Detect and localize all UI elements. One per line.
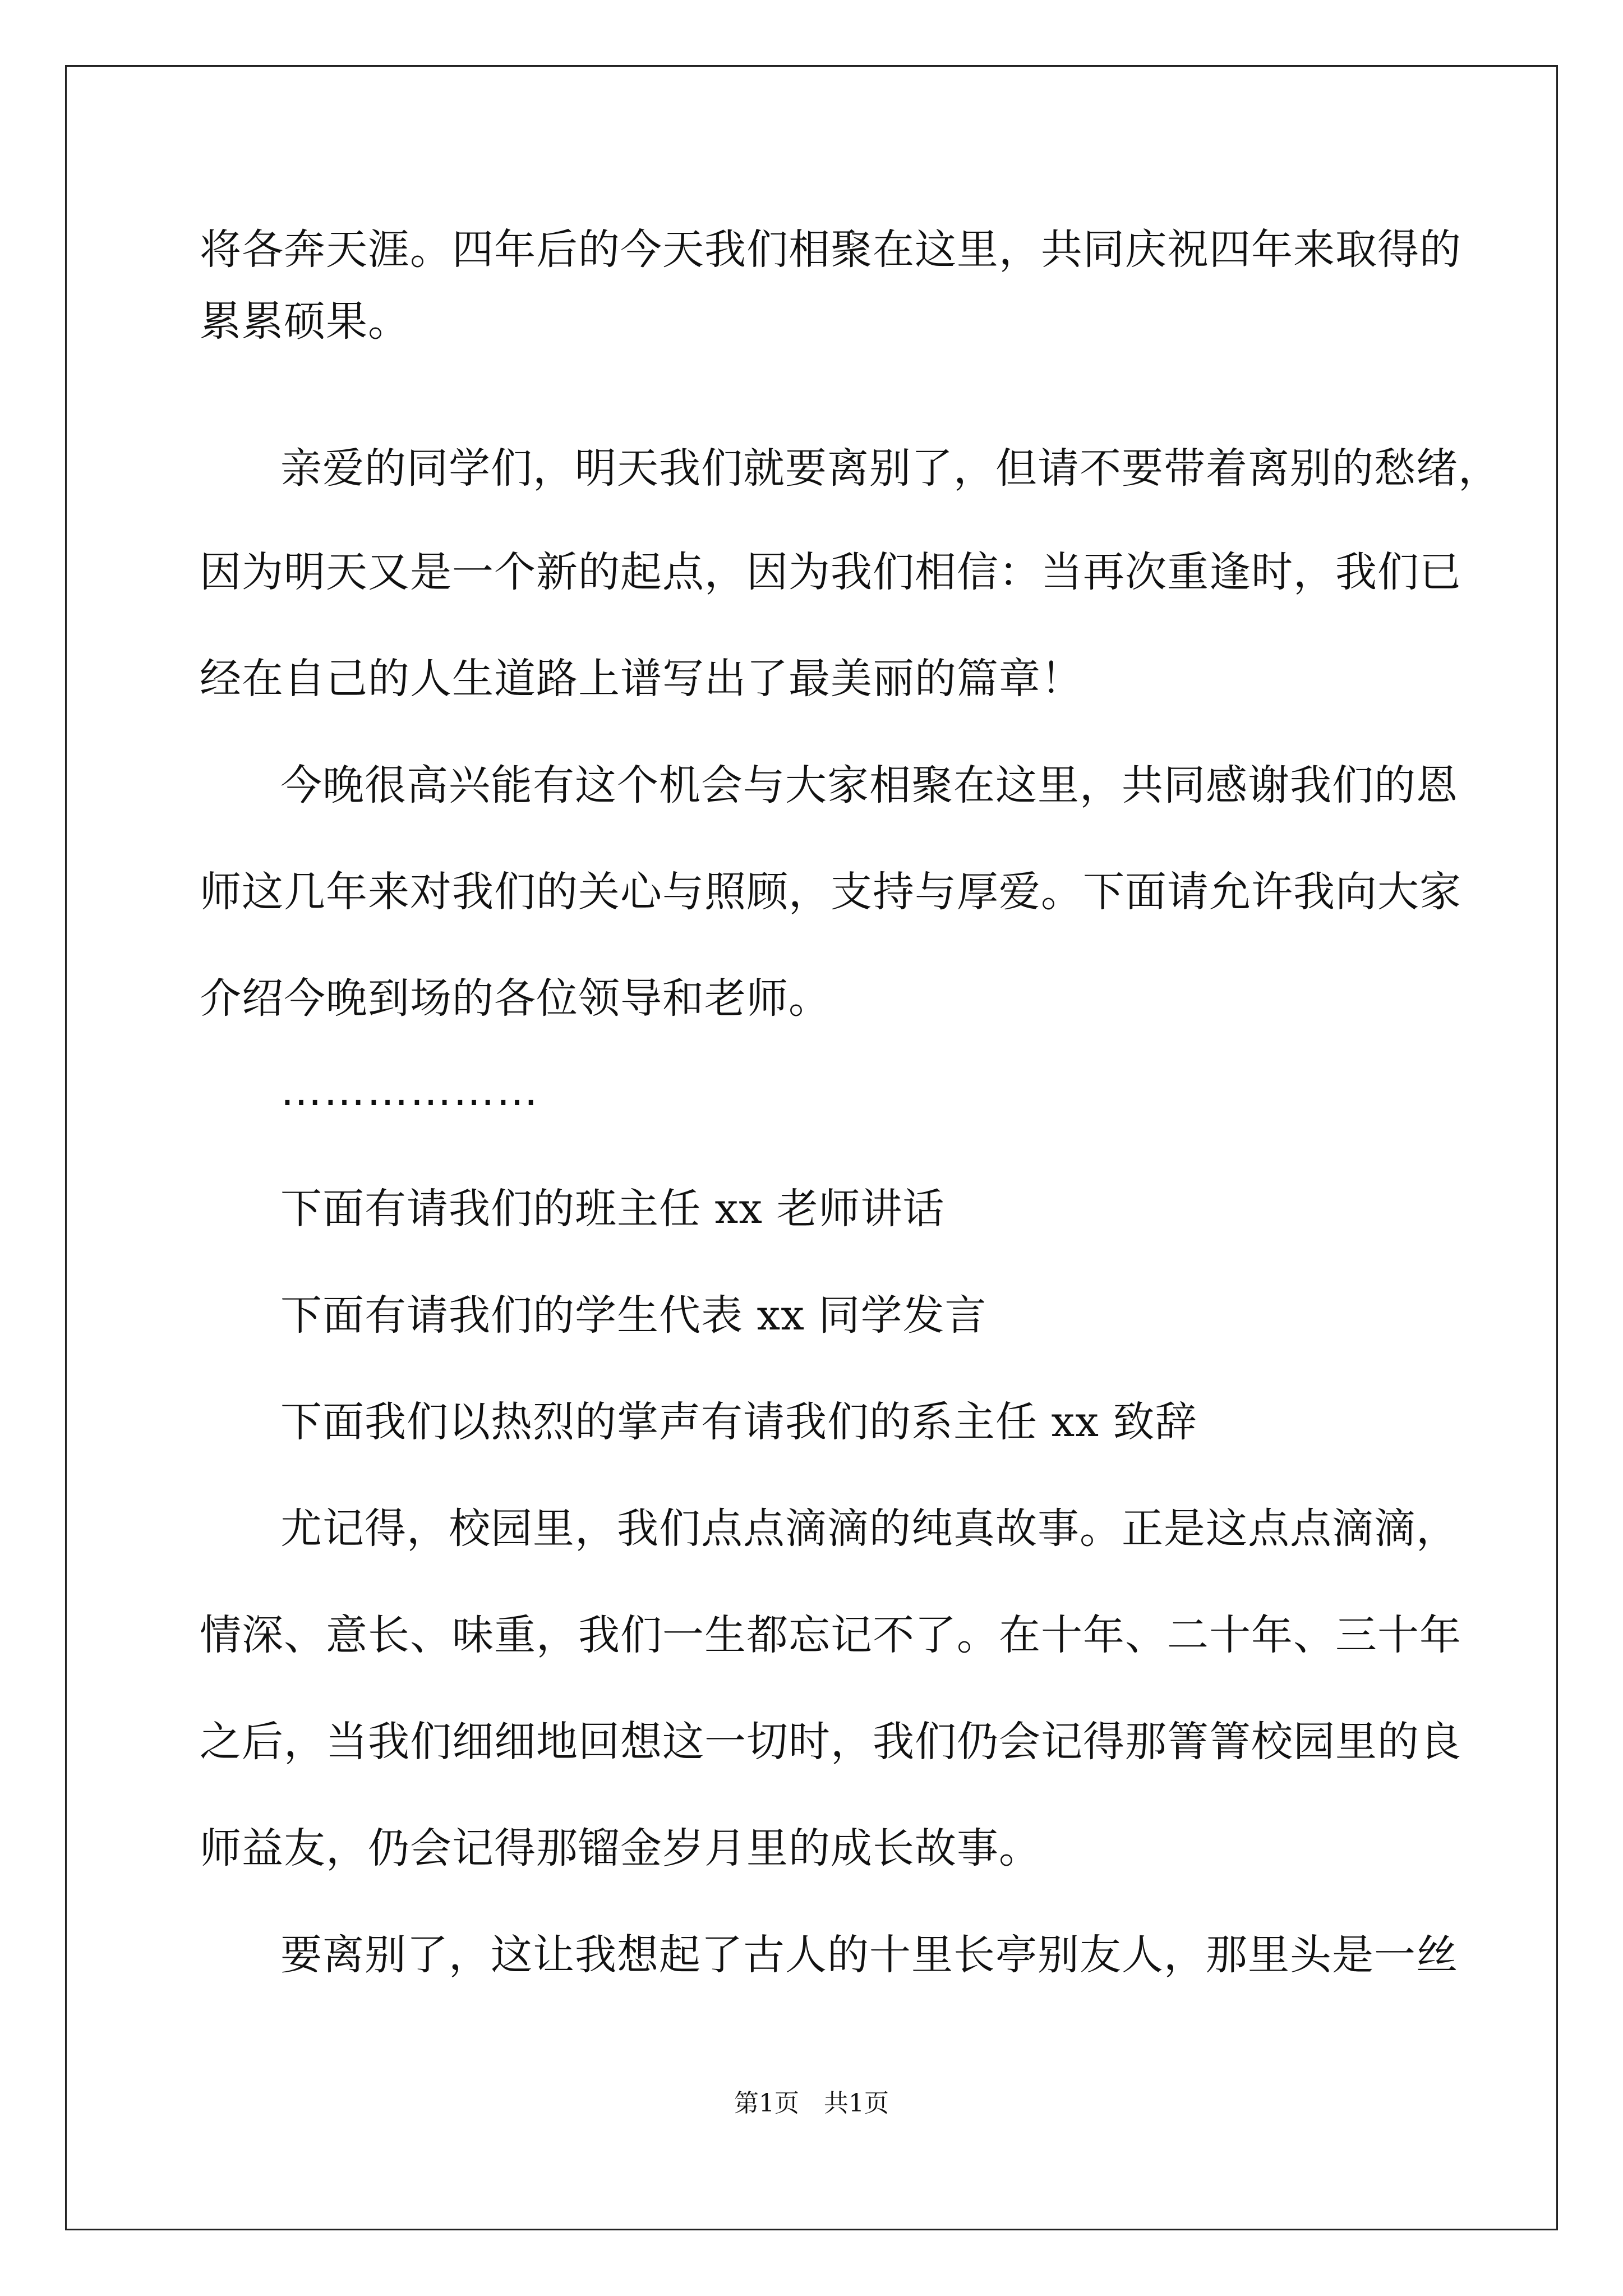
text-line-12: 下面我们以热烈的掌声有请我们的系主任 xx 致辞 [280, 1398, 1197, 1446]
text-line-16: 师益友，仍会记得那镏金岁月里的成长故事。 [200, 1824, 1041, 1872]
page-border [65, 65, 1558, 2230]
text-line-8: 介绍今晚到场的各位领导和老师。 [200, 974, 831, 1023]
text-line-11: 下面有请我们的学生代表 xx 同学发言 [280, 1291, 987, 1340]
text-line-3: 亲爱的同学们，明天我们就要离别了，但请不要带着离别的愁绪， [280, 444, 1500, 493]
text-line-7: 师这几年来对我们的关心与照顾，支持与厚爱。下面请允许我向大家 [200, 868, 1461, 916]
text-line-15: 之后，当我们细细地回想这一切时，我们仍会记得那箐箐校园里的良 [200, 1718, 1461, 1766]
text-line-17: 要离别了，这让我想起了古人的十里长亭别友人，那里头是一丝 [280, 1931, 1458, 1979]
text-line-4: 因为明天又是一个新的起点，因为我们相信：当再次重逢时，我们已 [200, 548, 1461, 596]
text-line-5: 经在自己的人生道路上谱写出了最美丽的篇章！ [200, 655, 1083, 703]
text-line-14: 情深、意长、味重，我们一生都忘记不了。在十年、二十年、三十年 [200, 1611, 1461, 1659]
text-line-2: 累累硕果。 [200, 297, 410, 346]
text-line-1: 将各奔天涯。四年后的今天我们相聚在这里，共同庆祝四年来取得的 [200, 226, 1461, 274]
text-line-10: 下面有请我们的班主任 xx 老师讲话 [280, 1185, 945, 1233]
page-footer: 第1页 共1页 [734, 2089, 889, 2118]
ellipsis-line: ……………… [280, 1067, 540, 1115]
text-line-13: 尤记得，校园里，我们点点滴滴的纯真故事。正是这点点滴滴， [280, 1504, 1458, 1553]
text-line-6: 今晚很高兴能有这个机会与大家相聚在这里，共同感谢我们的恩 [280, 761, 1458, 809]
